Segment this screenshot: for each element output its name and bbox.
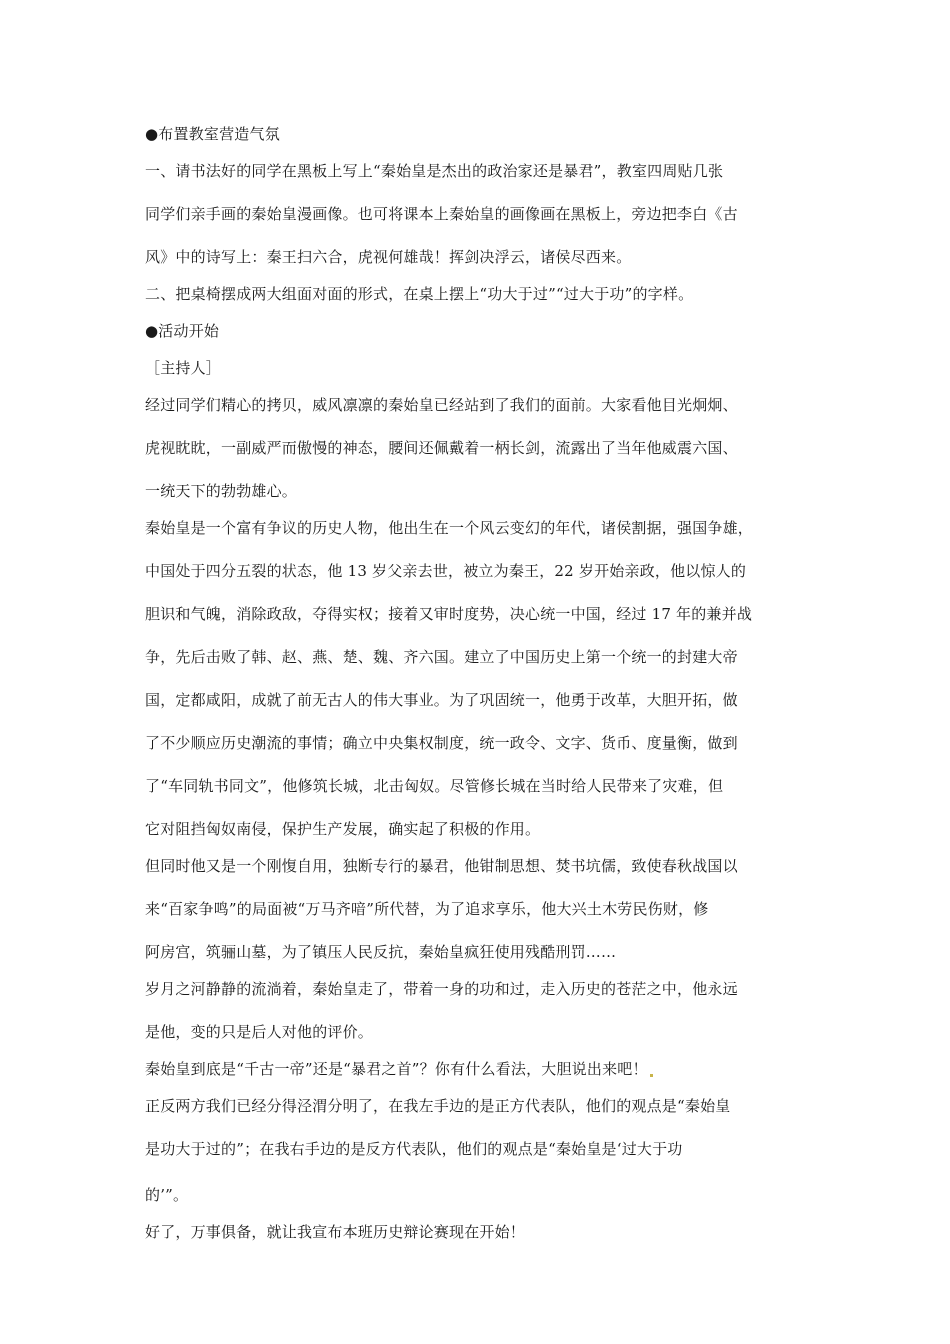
- paragraph-line: 风》中的诗写上：秦王扫六合，虎视何雄哉！挥剑决浮云，诸侯尽西来。: [145, 248, 632, 266]
- paragraph-line: 中国处于四分五裂的状态，他 13 岁父亲去世，被立为秦王，22 岁开始亲政，他以惊人的: [145, 562, 747, 580]
- paragraph-line: 正反两方我们已经分得泾渭分明了，在我左手边的是正方代表队，他们的观点是“秦始皇: [145, 1097, 731, 1115]
- marker-dot-icon: [650, 1074, 653, 1077]
- paragraph-text: 秦始皇到底是“千古一帝”还是“暴君之首”？你有什么看法，大胆说出来吧！: [145, 1060, 648, 1078]
- paragraph-line: 好了，万事俱备，就让我宣布本班历史辩论赛现在开始！: [145, 1223, 526, 1241]
- paragraph-line: 争，先后击败了韩、赵、燕、楚、魏、齐六国。建立了中国历史上第一个统一的封建大帝: [145, 648, 738, 666]
- paragraph-line: 秦始皇是一个富有争议的历史人物，他出生在一个风云变幻的年代，诸侯割据，强国争雄，: [145, 519, 754, 537]
- section-heading-activity: ●活动开始: [145, 322, 220, 340]
- section-heading-classroom: ●布置教室营造气氛: [145, 125, 280, 143]
- paragraph-line: 国，定都咸阳，成就了前无古人的伟大事业。为了巩固统一，他勇于改革，大胆开拓，做: [145, 691, 738, 709]
- paragraph-line: 的’”。: [145, 1186, 189, 1204]
- paragraph-line: 二、把桌椅摆成两大组面对面的形式，在桌上摆上“功大于过”“过大于功”的字样。: [145, 285, 694, 303]
- paragraph-line: 一统天下的勃勃雄心。: [145, 482, 298, 500]
- paragraph-line: [145, 1059, 825, 1079]
- paragraph-line: 同学们亲手画的秦始皇漫画像。也可将课本上秦始皇的画像画在黑板上，旁边把李白《古: [145, 205, 738, 223]
- paragraph-line: 经过同学们精心的拷贝，威风凛凛的秦始皇已经站到了我们的面前。大家看他目光炯炯、: [145, 396, 738, 414]
- paragraph-line: 虎视眈眈，一副威严而傲慢的神态，腰间还佩戴着一柄长剑，流露出了当年他威震六国、: [145, 439, 738, 457]
- document-body: [145, 124, 825, 1242]
- host-label: ［主持人］: [145, 359, 222, 377]
- paragraph-line: 一、请书法好的同学在黑板上写上“秦始皇是杰出的政治家还是暴君”，教室四周贴几张: [145, 162, 724, 180]
- paragraph-line: 了不少顺应历史潮流的事情；确立中央集权制度，统一政令、文字、货币、度量衡，做到: [145, 734, 738, 752]
- paragraph-line: [145, 1022, 825, 1042]
- paragraph-line: 岁月之河静静的流淌着，秦始皇走了，带着一身的功和过，走入历史的苍茫之中，他永远: [145, 980, 738, 998]
- paragraph-text: 是他，变的只是后人对他的评价。: [145, 1023, 374, 1041]
- paragraph-line: 它对阻挡匈奴南侵，保护生产发展，确实起了积极的作用。: [145, 820, 541, 838]
- paragraph-line: 了“车同轨书同文”，他修筑长城，北击匈奴。尽管修长城在当时给人民带来了灾难，但: [145, 777, 724, 795]
- paragraph-line: 来“百家争鸣”的局面被“万马齐喑”所代替，为了追求享乐，他大兴土木劳民伤财，修: [145, 900, 709, 918]
- paragraph-line: 阿房宫，筑骊山墓，为了镇压人民反抗，秦始皇疯狂使用残酷刑罚……: [145, 943, 617, 961]
- paragraph-line: 是功大于过的”；在我右手边的是反方代表队，他们的观点是“秦始皇是‘过大于功: [145, 1140, 683, 1158]
- paragraph-line: 胆识和气魄，消除政敌，夺得实权；接着又审时度势，决心统一中国，经过 17 年的兼并战: [145, 605, 753, 623]
- paragraph-line: 但同时他又是一个刚愎自用，独断专行的暴君，他钳制思想、焚书坑儒，致使春秋战国以: [145, 857, 738, 875]
